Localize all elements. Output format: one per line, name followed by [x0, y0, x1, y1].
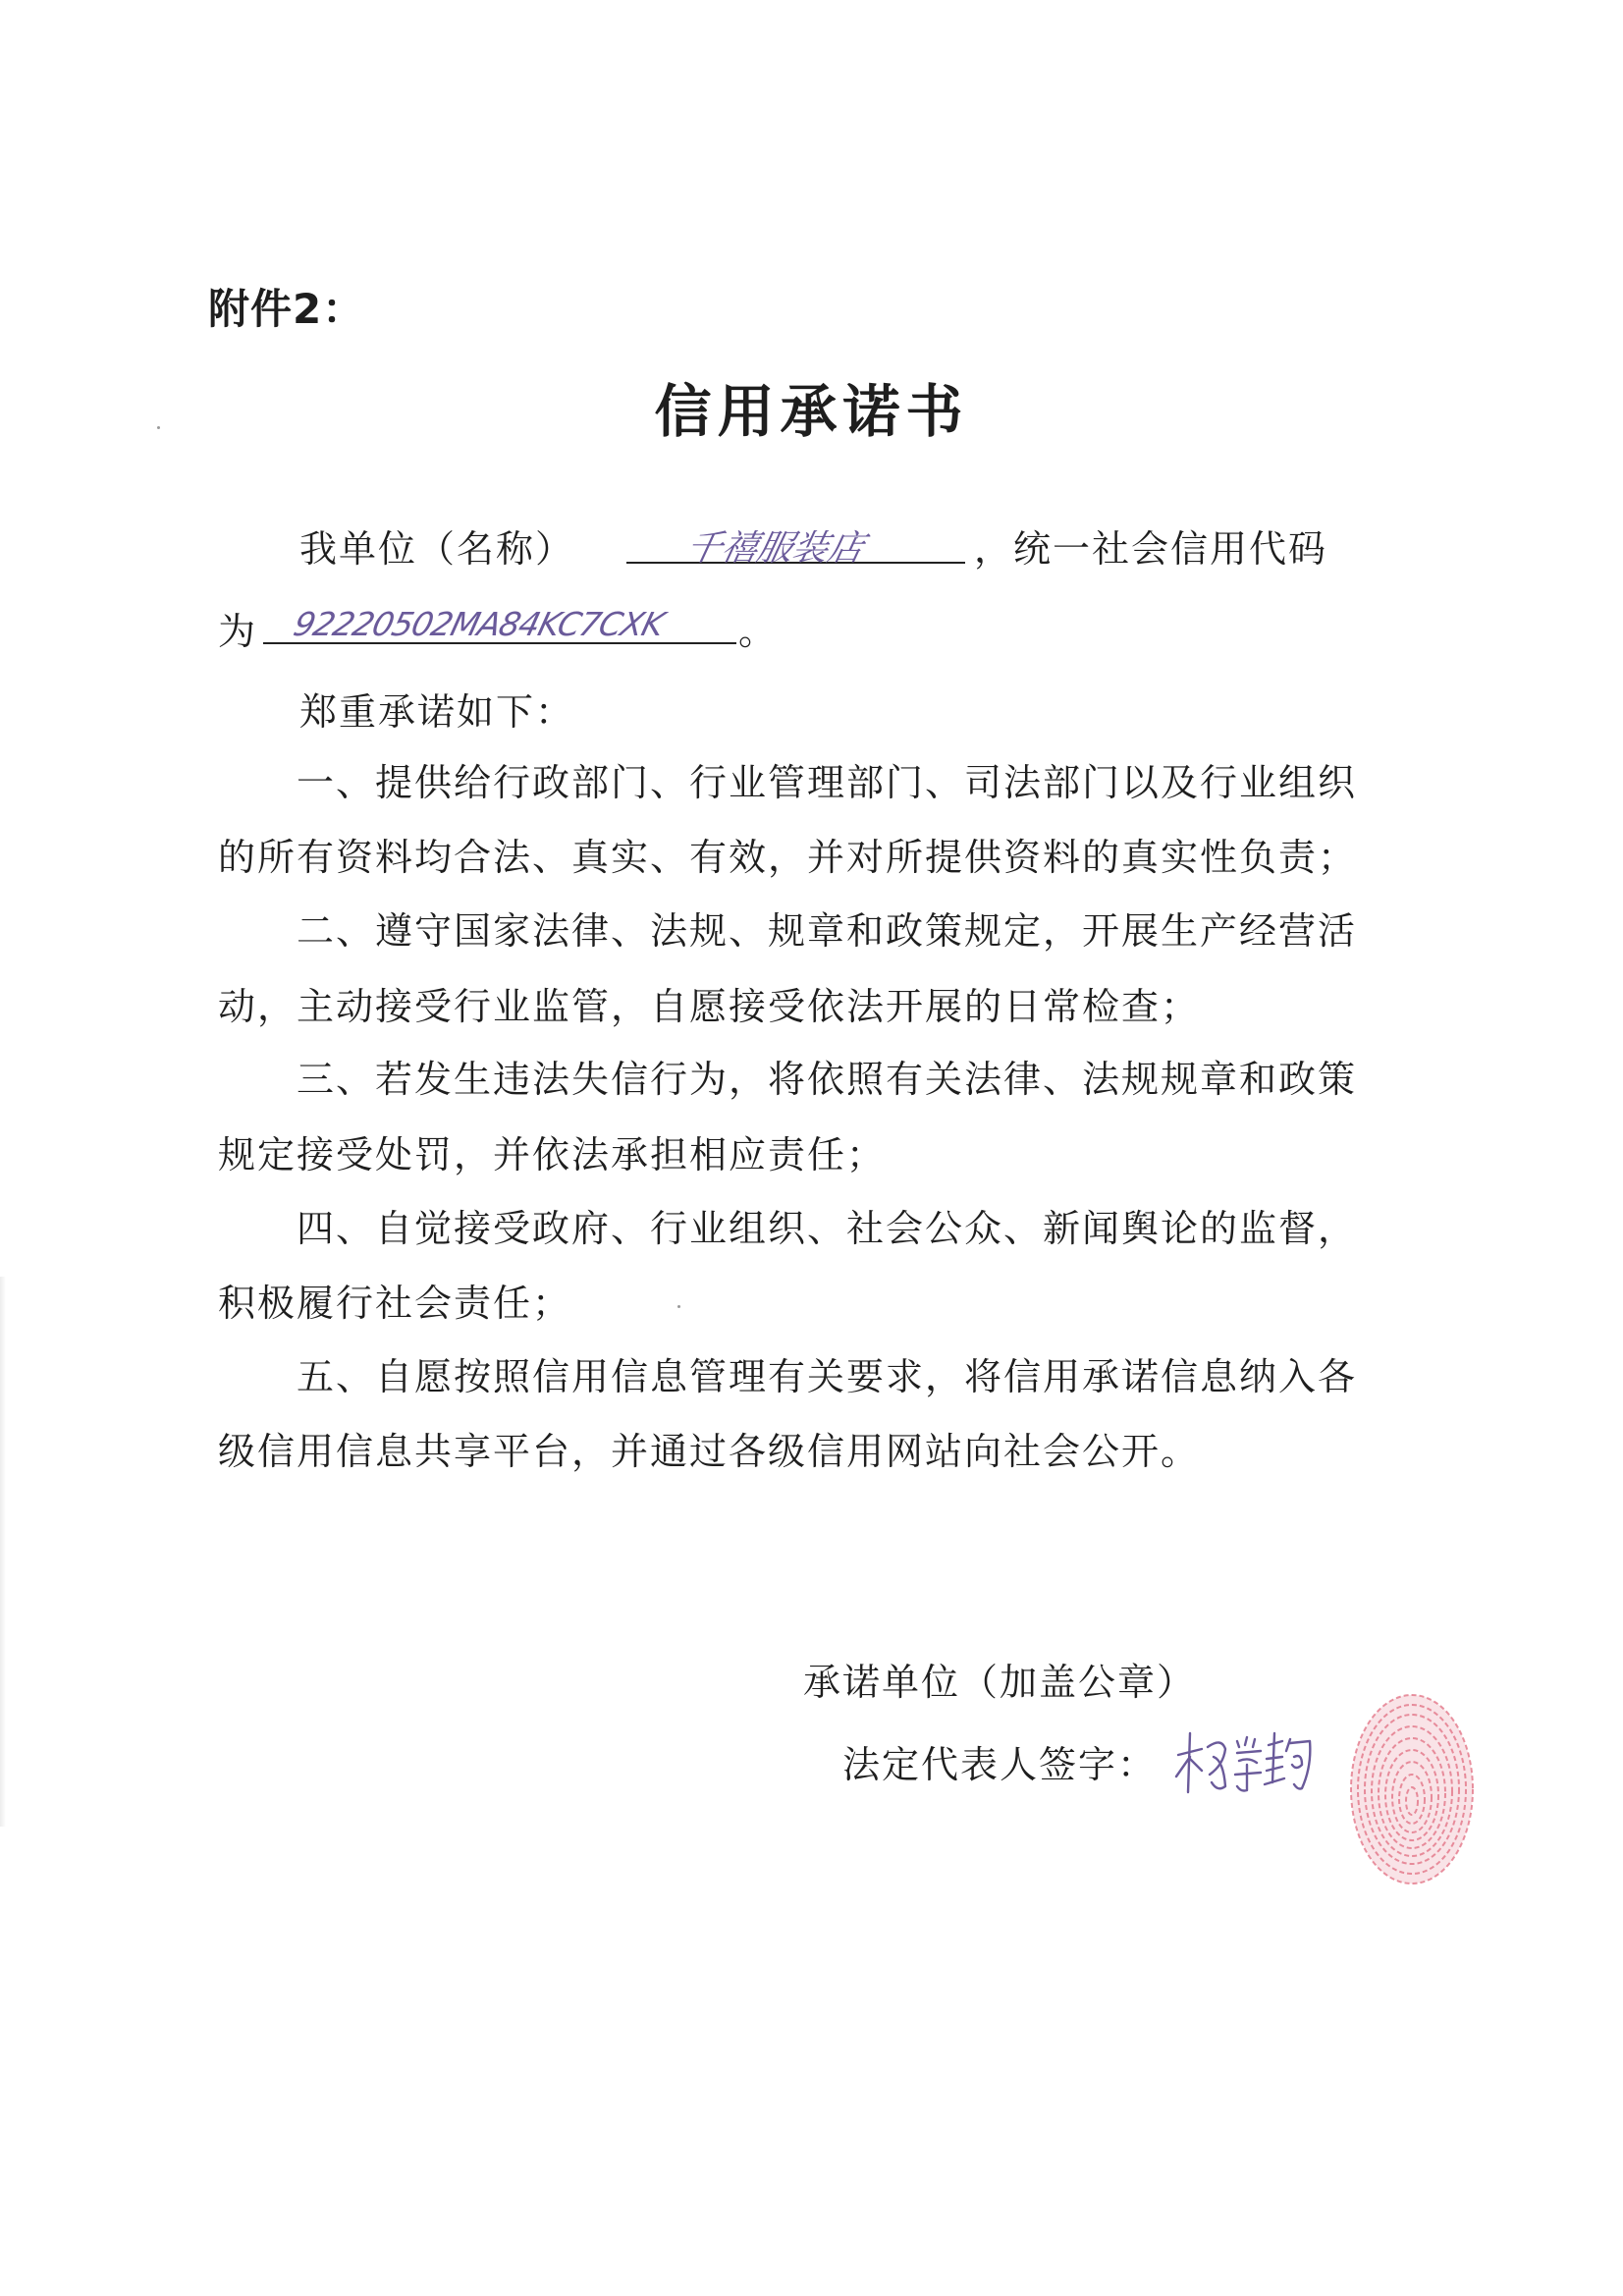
- paragraph-5-line1: 五、自愿按照信用信息管理有关要求，将信用承诺信息纳入各: [297, 1355, 1358, 1398]
- fingerprint-mark: [1343, 1687, 1481, 1891]
- representative-signature: [1168, 1714, 1316, 1802]
- intro-suffix: ，统一社会信用代码: [974, 527, 1328, 571]
- credit-code-handwritten: 92220502MA84KC7CXK: [290, 605, 668, 643]
- signoff-unit: 承诺单位（加盖公章）: [803, 1661, 1197, 1704]
- paragraph-1-line1: 一、提供给行政部门、行业管理部门、司法部门以及行业组织: [297, 761, 1358, 804]
- paragraph-3-line1: 三、若发生违法失信行为，将依照有关法律、法规规章和政策: [297, 1058, 1358, 1101]
- intro-line2-prefix: 为: [218, 610, 258, 653]
- paragraph-1-line2: 的所有资料均合法、真实、有效，并对所提供资料的真实性负责；: [218, 836, 1358, 879]
- signoff-rep-label: 法定代表人签字：: [842, 1743, 1158, 1786]
- document-title: 信用承诺书: [654, 378, 969, 445]
- declare-heading: 郑重承诺如下：: [299, 690, 575, 734]
- paragraph-4-line1: 四、自觉接受政府、行业组织、社会公众、新闻舆论的监督，: [297, 1207, 1358, 1250]
- unit-name-handwritten: 千禧服装店: [682, 528, 868, 569]
- paragraph-2-line2: 动，主动接受行业监管，自愿接受依法开展的日常检查；: [218, 985, 1201, 1028]
- scan-edge-shadow: [0, 1277, 6, 1827]
- attachment-label: 附件2：: [208, 285, 365, 333]
- paragraph-5-line2: 级信用信息共享平台，并通过各级信用网站向社会公开。: [218, 1430, 1201, 1473]
- paragraph-3-line2: 规定接受处罚，并依法承担相应责任；: [218, 1133, 887, 1176]
- paragraph-4-line2: 积极履行社会责任；: [218, 1282, 572, 1325]
- paragraph-2-line1: 二、遵守国家法律、法规、规章和政策规定，开展生产经营活: [297, 909, 1358, 953]
- intro-prefix: 我单位（名称）: [299, 527, 575, 571]
- scan-speck: [677, 1305, 680, 1308]
- intro-line2-end: 。: [738, 610, 779, 653]
